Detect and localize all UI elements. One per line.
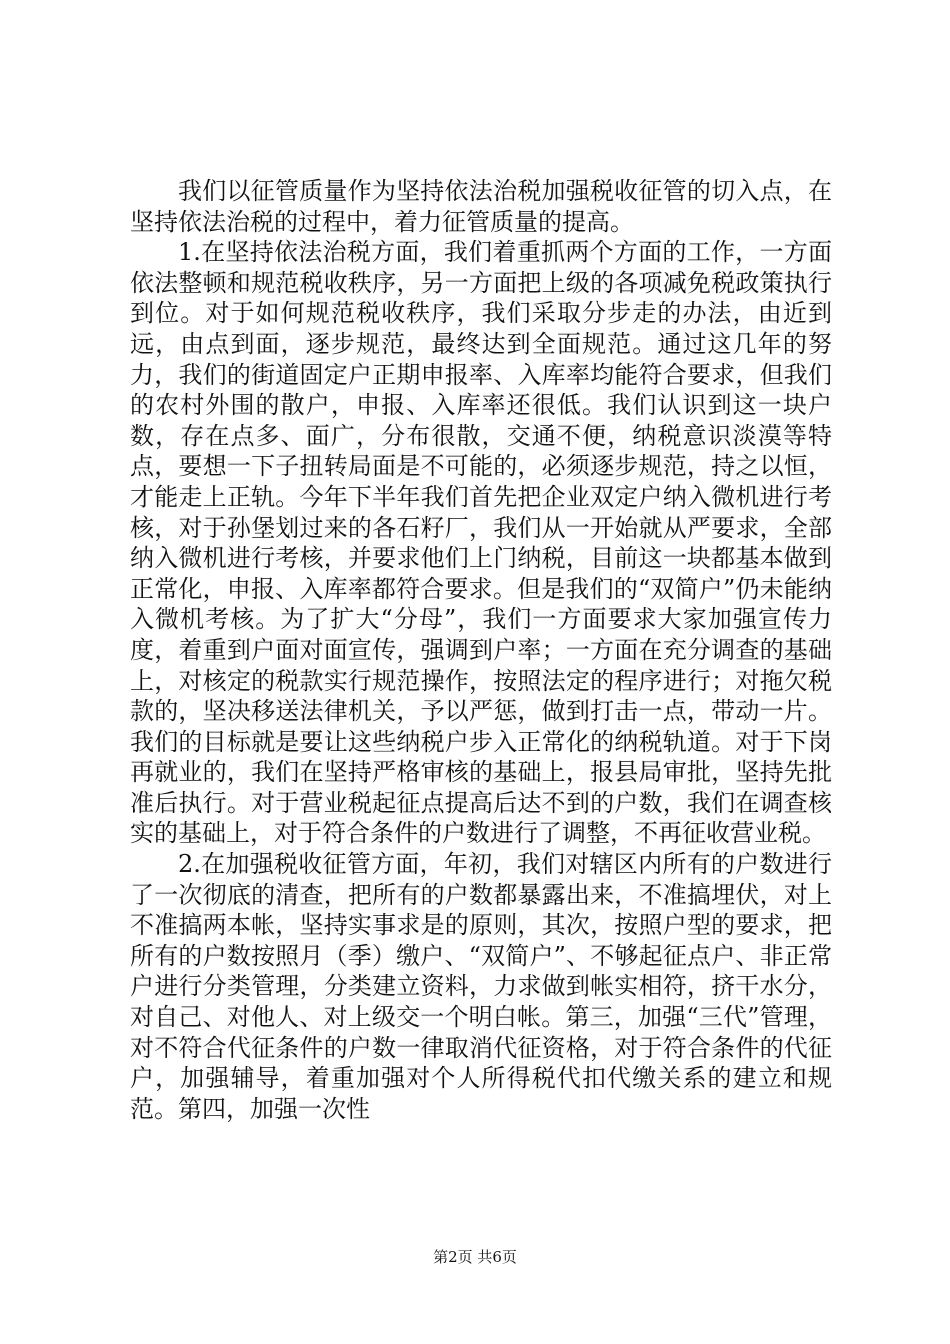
paragraph-intro: 我们以征管质量作为坚持依法治税加强税收征管的切入点，在坚持依法治税的过程中，着力征管质量的提高。 <box>130 177 832 236</box>
paragraph-item-2: 2.在加强税收征管方面，年初，我们对辖区内所有的户数进行了一次彻底的清查，把所有的户数都暴露出来，不准搞埋伏，对上不准搞两本帐，坚持实事求是的原则，其次，按照户型的要求，把所有的户数按照月（季）缴户、“双简户”、不够起征点户、非正常户进行分类管理，分类建立资料，力求做到帐实相符，挤干水分，对自己、对他人、对上级交一个明白帐。第三，加强“三代”管理，对不符合代征条件的户数一律取消代征资格，对于符合条件的代征户，加强辅导，着重加强对个人所得税代扣代缴关系的建立和规范。第四，加强一次性 <box>130 850 832 1123</box>
page-footer: 第2页 共6页 <box>433 1248 517 1266</box>
document-body <box>130 176 832 1124</box>
paragraph-item-1: 1.在坚持依法治税方面，我们着重抓两个方面的工作，一方面依法整顿和规范税收秩序，另一方面把上级的各项减免税政策执行到位。对于如何规范税收秩序，我们采取分步走的办法，由近到远，由点到面，逐步规范，最终达到全面规范。通过这几年的努力，我们的街道固定户正期申报率、入库率均能符合要求，但我们的农村外围的散户，申报、入库率还很低。我们认识到这一块户数，存在点多、面广，分布很散，交通不便，纳税意识淡漠等特点，要想一下子扭转局面是不可能的，必须逐步规范，持之以恒，才能走上正轨。今年下半年我们首先把企业双定户纳入微机进行考核，对于孙堡划过来的各石籽厂，我们从一开始就从严要求，全部纳入微机进行考核，并要求他们上门纳税，目前这一块都基本做到正常化，申报、入库率都符合要求。但是我们的“双简户”仍未能纳入微机考核。为了扩大“分母”，我们一方面要求大家加强宣传力度，着重到户面对面宣传，强调到户率；一方面在充分调查的基础上，对核定的税款实行规范操作，按照法定的程序进行；对拖欠税款的，坚决移送法律机关，予以严惩，做到打击一点，带动一片。我们的目标就是要让这些纳税户步入正常化的纳税轨道。对于下岗再就业的，我们在坚持严格审核的基础上，报县局审批，坚持先批准后执行。对于营业税起征点提高后达不到的户数，我们在调查核实的基础上，对于符合条件的户数进行了调整，不再征收营业税。 <box>130 238 832 848</box>
